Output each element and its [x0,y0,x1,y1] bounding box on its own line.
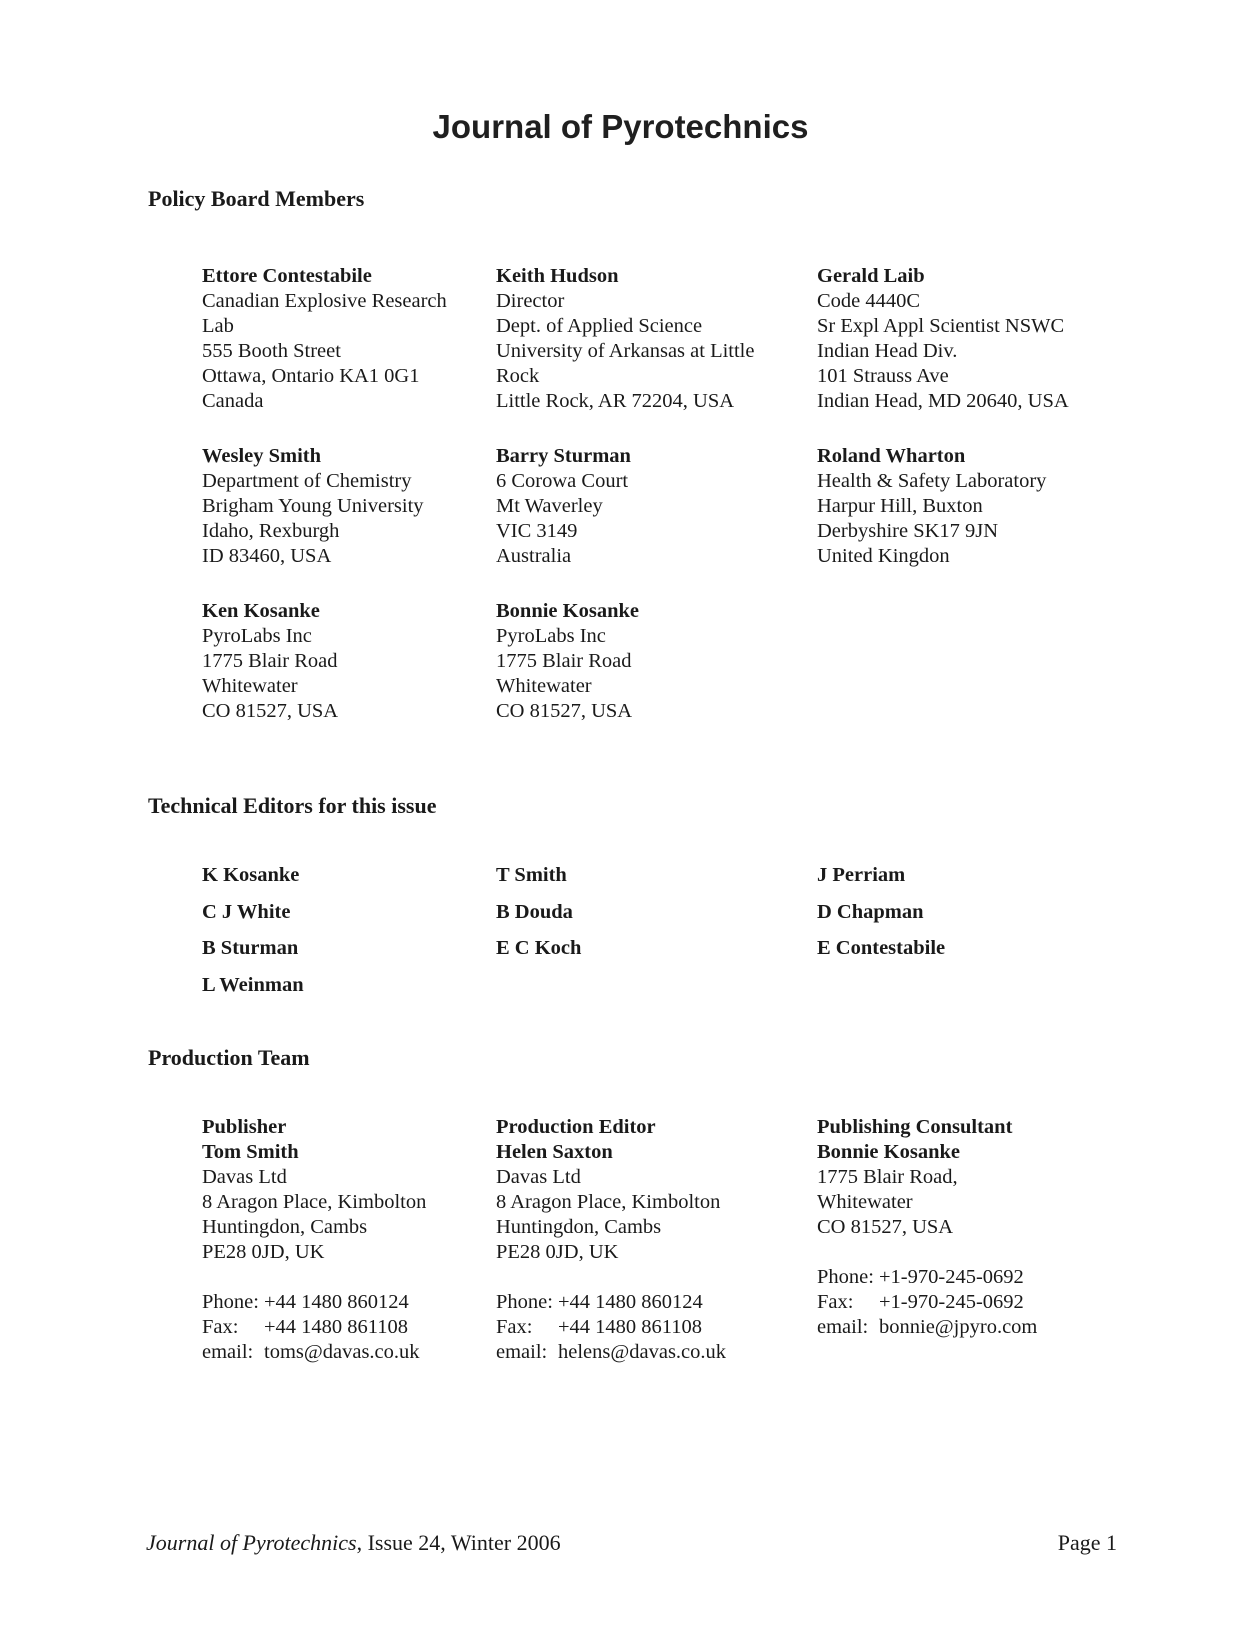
address-line: Whitewater [496,675,592,697]
address-line: CO 81527, USA [496,700,633,722]
address-line: Ottawa, Ontario KA1 0G1 [202,365,420,387]
board-member [496,264,754,414]
member-name: Bonnie Kosanke [496,600,639,622]
member-name: Keith Hudson [496,265,619,287]
address-line: 555 Booth Street [202,340,341,362]
address-line: Mt Waverley [496,495,603,517]
production-member [817,1115,1037,1340]
editor-name: T Smith [496,864,567,886]
address-line: VIC 3149 [496,520,578,542]
address-line: 8 Aragon Place, Kimbolton [202,1191,427,1213]
address-line: 1775 Blair Road, [817,1166,958,1188]
footer-issue: , Issue 24, Winter 2006 [356,1530,561,1555]
address-line: Health & Safety Laboratory [817,470,1047,492]
address-line: Director [496,290,565,312]
board-member [496,444,631,569]
editor-name: E Contestabile [817,937,946,959]
address-line: PyroLabs Inc [496,625,606,647]
address-line: Indian Head Div. [817,340,958,362]
board-member [202,599,338,724]
address-line: Code 4440C [817,290,921,312]
member-name: Wesley Smith [202,445,322,467]
address-line: CO 81527, USA [202,700,339,722]
address-line: PyroLabs Inc [202,625,312,647]
address-line: United Kingdon [817,545,950,567]
editor-name: E C Koch [496,937,582,959]
address-line: 1775 Blair Road [496,650,632,672]
member-name: Bonnie Kosanke [817,1141,960,1163]
email-line: email: toms@davas.co.uk [202,1341,420,1363]
editor-name: D Chapman [817,901,924,923]
member-name: Gerald Laib [817,265,925,287]
editor-name: B Douda [496,901,573,923]
address-line: Canada [202,390,264,412]
member-name: Ken Kosanke [202,600,320,622]
address-line: ID 83460, USA [202,545,332,567]
member-name: Helen Saxton [496,1141,613,1163]
editor-name: C J White [202,901,291,923]
member-name: Barry Sturman [496,445,631,467]
editor-name: J Perriam [817,864,906,886]
address-line: 1775 Blair Road [202,650,338,672]
address-line: Davas Ltd [496,1166,581,1188]
role: Publisher [202,1116,287,1138]
address-line: Whitewater [817,1191,913,1213]
address-line: Huntingdon, Cambs [202,1216,368,1238]
address-line: 6 Corowa Court [496,470,629,492]
production-member [496,1115,726,1365]
email-line: email: helens@davas.co.uk [496,1341,727,1363]
technical-editors-heading: Technical Editors for this issue [148,793,437,818]
board-member [202,444,424,569]
production-team-heading: Production Team [148,1045,310,1070]
editor-name: L Weinman [202,974,304,996]
role: Publishing Consultant [817,1116,1013,1138]
address-line: Sr Expl Appl Scientist NSWC [817,315,1065,337]
address-line: Idaho, Rexburgh [202,520,340,542]
address-line: Department of Chemistry [202,470,412,492]
page-number: Page 1 [1057,1530,1117,1555]
phone-line: Phone: +1-970-245-0692 [817,1266,1024,1288]
address-line: PE28 0JD, UK [202,1241,325,1263]
email-line: email: bonnie@jpyro.com [817,1316,1038,1338]
page-title: Journal of Pyrotechnics [432,108,809,145]
editor-name: K Kosanke [202,864,300,886]
address-line: Indian Head, MD 20640, USA [817,390,1069,412]
address-line: PE28 0JD, UK [496,1241,619,1263]
email-link[interactable]: bonnie@jpyro.com [879,1316,1038,1338]
address-line: Rock [496,365,540,387]
address-line: Lab [202,315,234,337]
address-line: 8 Aragon Place, Kimbolton [496,1191,721,1213]
member-name: Tom Smith [202,1141,299,1163]
address-line: University of Arkansas at Little [496,340,755,362]
board-member [817,444,1046,569]
production-member [202,1115,426,1365]
role: Production Editor [496,1116,656,1138]
member-name: Ettore Contestabile [202,265,372,287]
address-line: Brigham Young University [202,495,424,517]
member-name: Roland Wharton [817,445,966,467]
address-line: Dept. of Applied Science [496,315,703,337]
address-line: Harpur Hill, Buxton [817,495,983,517]
editor-name: B Sturman [202,937,299,959]
email-link[interactable]: helens@davas.co.uk [558,1341,727,1363]
address-line: Whitewater [202,675,298,697]
policy-board-heading: Policy Board Members [148,186,365,211]
board-member [496,599,639,724]
address-line: Little Rock, AR 72204, USA [496,390,735,412]
footer-journal: Journal of Pyrotechnics [146,1530,357,1555]
fax-line: Fax: +44 1480 861108 [496,1316,703,1338]
fax-line: Fax: +44 1480 861108 [202,1316,409,1338]
address-line: Davas Ltd [202,1166,287,1188]
address-line: Huntingdon, Cambs [496,1216,662,1238]
address-line: Australia [496,545,572,567]
address-line: Canadian Explosive Research [202,290,447,312]
phone-line: Phone: +44 1480 860124 [496,1291,703,1313]
fax-line: Fax: +1-970-245-0692 [817,1291,1024,1313]
address-line: Derbyshire SK17 9JN [817,520,999,542]
board-member [202,264,447,414]
address-line: 101 Strauss Ave [817,365,949,387]
address-line: CO 81527, USA [817,1216,954,1238]
board-member [817,264,1069,414]
footer-citation [146,1530,561,1556]
email-link[interactable]: toms@davas.co.uk [264,1341,420,1363]
phone-line: Phone: +44 1480 860124 [202,1291,409,1313]
